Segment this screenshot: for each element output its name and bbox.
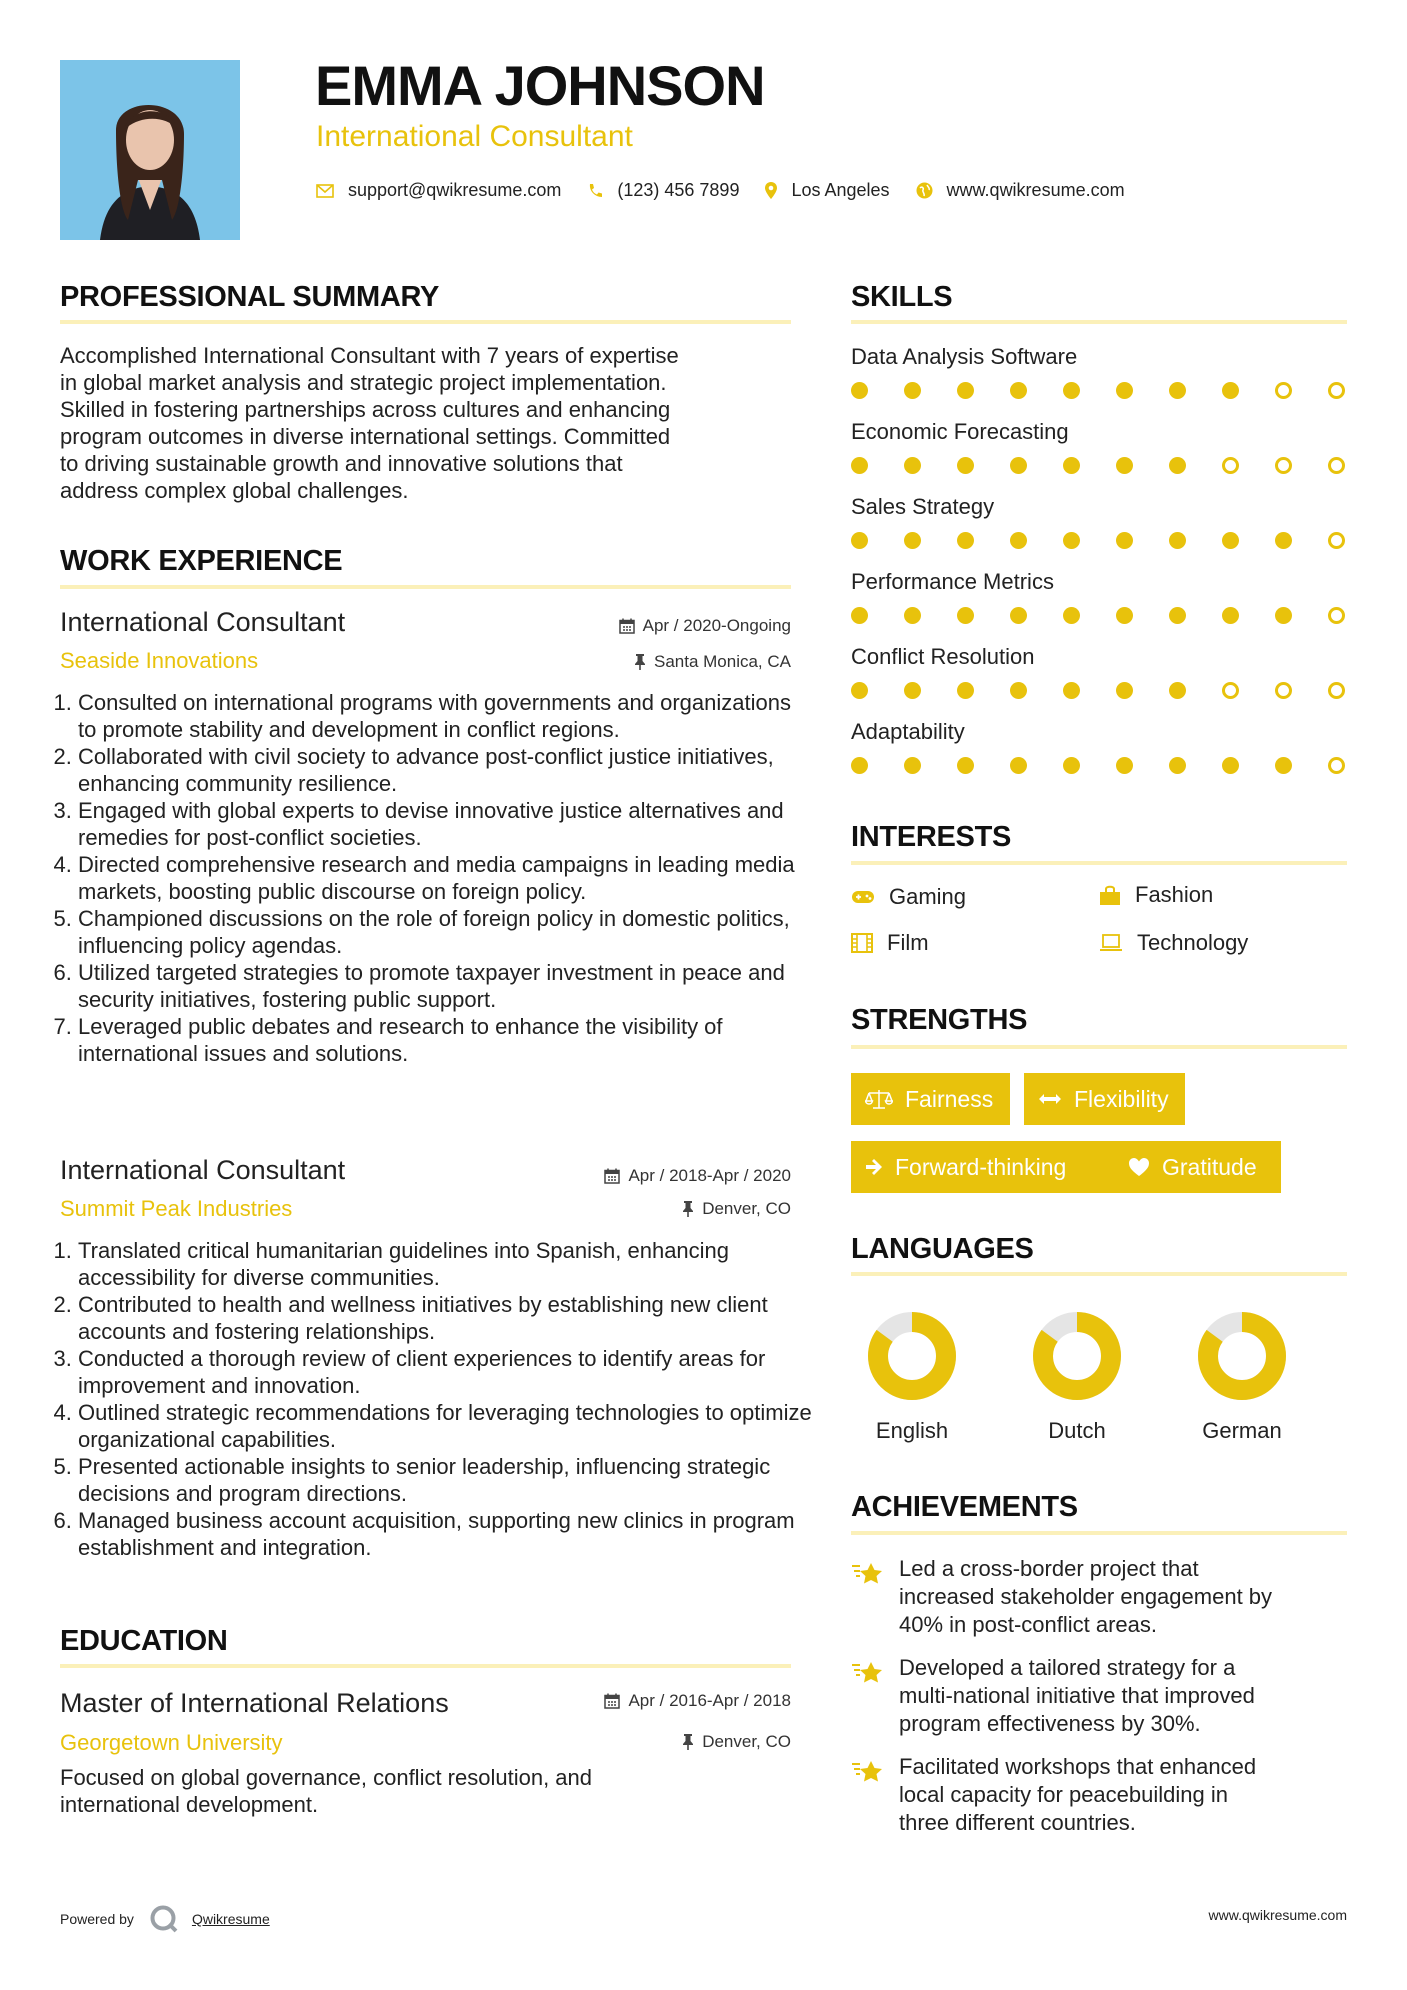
skill-rating — [851, 457, 1345, 474]
skill-dot-empty — [1328, 682, 1345, 699]
contact-website[interactable] — [916, 180, 1125, 201]
achievement-text — [899, 1753, 1339, 1837]
skill-dot-filled — [904, 682, 921, 699]
language-name: Dutch — [1048, 1418, 1106, 1443]
skill-rating — [851, 607, 1345, 624]
interests-divider — [851, 861, 1347, 865]
website-text: www.qwikresume.com — [946, 180, 1125, 200]
pushpin-icon — [682, 1201, 694, 1217]
education-line: Focused on global governance, conflict resolution, and — [60, 1765, 593, 1790]
skill-dot-filled — [1275, 757, 1292, 774]
skill-rating — [851, 382, 1345, 399]
skill-dot-filled — [1010, 757, 1027, 774]
language-name: English — [875, 1418, 949, 1443]
strengths-divider — [851, 1045, 1347, 1049]
job-dates-text: Apr / 2020-Ongoing — [642, 616, 791, 635]
job-location-text: Santa Monica, CA — [653, 652, 791, 671]
school-name: Georgetown University — [60, 1730, 283, 1755]
skill-dot-filled — [1116, 757, 1133, 774]
skill-dot-filled — [904, 457, 921, 474]
education-dates-text: Apr / 2016-Apr / 2018 — [628, 1691, 791, 1710]
skill-dot-empty — [1328, 607, 1345, 624]
strength-label: Flexibility — [1074, 1085, 1169, 1112]
skill-dot-filled — [957, 607, 974, 624]
balance-scale-icon — [865, 1088, 893, 1110]
calendar-icon — [604, 1168, 620, 1184]
summary-line: Accomplished International Consultant with 7 years of expertise — [60, 343, 679, 368]
interest-label: Gaming — [889, 884, 967, 909]
powered-by-text: Powered by — [60, 1911, 134, 1927]
skill-dot-filled — [1063, 607, 1080, 624]
duty-item: 1. Translated critical humanitarian guidelines into Spanish, enhancing accessibility for diverse communities. — [78, 1237, 813, 1291]
skill-dot-filled — [1063, 757, 1080, 774]
skill-dot-filled — [851, 682, 868, 699]
skill-dot-filled — [1116, 457, 1133, 474]
summary-line: address complex global challenges. — [60, 478, 409, 503]
work-heading: WORK EXPERIENCE — [60, 545, 343, 577]
achievements-heading: ACHIEVEMENTS — [851, 1491, 1078, 1523]
skill-dot-empty — [1222, 457, 1239, 474]
film-icon — [851, 933, 873, 953]
skill-dot-filled — [1116, 532, 1133, 549]
job-duties — [60, 689, 813, 1067]
summary-line: to driving sustainable growth and innovative solutions that — [60, 451, 623, 476]
languages-divider — [851, 1272, 1347, 1276]
heart-icon — [1128, 1157, 1150, 1177]
skill-dot-filled — [1116, 607, 1133, 624]
duty-item: 7. Leveraged public debates and research to enhance the visibility of international issues and solutions. — [78, 1013, 813, 1067]
skill-rating — [851, 532, 1345, 549]
strength-tag — [851, 1073, 1010, 1125]
skill-rating — [851, 682, 1345, 699]
skill-dot-filled — [851, 532, 868, 549]
skill-dot-filled — [1010, 532, 1027, 549]
job-company: Summit Peak Industries — [60, 1196, 293, 1221]
skill-dot-filled — [1222, 607, 1239, 624]
skill-dot-filled — [1169, 382, 1186, 399]
skill-dot-empty — [1275, 382, 1292, 399]
strength-label: Forward-thinking — [895, 1153, 1067, 1180]
degree-title: Master of International Relations — [60, 1688, 449, 1718]
achievement-line: Led a cross-border project that — [899, 1556, 1199, 1581]
skill-dot-filled — [1169, 682, 1186, 699]
skill-dot-filled — [1116, 382, 1133, 399]
strength-tag — [1114, 1141, 1281, 1193]
interest-item — [851, 932, 929, 954]
skill-dot-filled — [904, 382, 921, 399]
achievement-line: Developed a tailored strategy for a — [899, 1655, 1236, 1680]
skill-dot-filled — [1169, 457, 1186, 474]
interests-heading: INTERESTS — [851, 821, 1012, 853]
achievement-line: program effectiveness by 30%. — [899, 1711, 1201, 1736]
achievement-line: three different countries. — [899, 1810, 1136, 1835]
skill-dot-filled — [957, 757, 974, 774]
duty-item: 6. Utilized targeted strategies to promote taxpayer investment in peace and security initiatives, fostering public support. — [78, 959, 813, 1013]
job-company: Seaside Innovations — [60, 648, 259, 673]
language-donut — [1194, 1308, 1290, 1404]
calendar-icon — [619, 618, 635, 634]
skill-name: Sales Strategy — [851, 494, 995, 519]
skill-dot-filled — [1169, 607, 1186, 624]
duty-item: 3. Conducted a thorough review of client experiences to identify areas for improvement and innovation. — [78, 1345, 813, 1399]
skill-dot-filled — [1010, 382, 1027, 399]
interest-label: Film — [887, 930, 929, 955]
job-duties — [60, 1237, 813, 1561]
summary-line: in global market analysis and strategic project implementation. — [60, 370, 667, 395]
education-divider — [60, 1664, 791, 1668]
calendar-icon — [604, 1693, 620, 1709]
skill-dot-filled — [904, 607, 921, 624]
skill-dot-empty — [1328, 532, 1345, 549]
strengths-heading: STRENGTHS — [851, 1004, 1028, 1036]
interest-label: Fashion — [1135, 882, 1214, 907]
interest-item — [1099, 932, 1248, 954]
duty-item: 2. Collaborated with civil society to advance post-conflict justice initiatives, enhancing community resilience. — [78, 743, 813, 797]
footer-website[interactable]: www.qwikresume.com — [1208, 1907, 1347, 1923]
skill-dot-filled — [1010, 607, 1027, 624]
job-dates-text: Apr / 2018-Apr / 2020 — [628, 1166, 791, 1185]
skill-dot-filled — [1063, 532, 1080, 549]
skill-dot-filled — [1169, 532, 1186, 549]
skill-name: Economic Forecasting — [851, 419, 1069, 444]
skill-dot-filled — [1222, 532, 1239, 549]
contact-row — [316, 180, 1151, 201]
education-location — [682, 1733, 791, 1750]
interest-item — [851, 886, 966, 908]
skill-dot-filled — [1063, 457, 1080, 474]
achievement-item — [851, 1753, 1339, 1837]
skill-dot-filled — [1063, 382, 1080, 399]
laptop-icon — [1099, 934, 1123, 952]
achievement-item — [851, 1654, 1339, 1738]
skill-dot-filled — [1222, 382, 1239, 399]
skill-dot-filled — [1275, 532, 1292, 549]
qwikresume-logo-icon — [148, 1903, 180, 1935]
duty-item: 3. Engaged with global experts to devise innovative justice alternatives and remedies for post-conflict societies. — [78, 797, 813, 851]
job-title: International Consultant — [60, 607, 346, 637]
skill-dot-filled — [957, 457, 974, 474]
summary-line: Skilled in fostering partnerships across cultures and enhancing — [60, 397, 671, 422]
job-dates — [619, 617, 791, 634]
skill-dot-filled — [904, 757, 921, 774]
skill-dot-filled — [1222, 757, 1239, 774]
arrow-right-icon — [865, 1158, 883, 1176]
languages-heading: LANGUAGES — [851, 1233, 1034, 1265]
footer-powered-by — [60, 1903, 270, 1935]
duty-item: 6. Managed business account acquisition, supporting new clinics in program establishment and integration. — [78, 1507, 813, 1561]
achievement-line: Facilitated workshops that enhanced — [899, 1754, 1257, 1779]
duty-item: 2. Contributed to health and wellness initiatives by establishing new client accounts and fostering relationships. — [78, 1291, 813, 1345]
duty-item: 1. Consulted on international programs with governments and organizations to promote stability and development in conflict regions. — [78, 689, 813, 743]
achievement-item — [851, 1555, 1339, 1639]
achievement-text — [899, 1555, 1339, 1639]
education-line: international development. — [60, 1792, 319, 1817]
contact-location — [765, 180, 889, 201]
duty-item: 4. Outlined strategic recommendations for leveraging technologies to optimize organizational capabilities. — [78, 1399, 813, 1453]
skill-dot-filled — [1116, 682, 1133, 699]
skill-name: Performance Metrics — [851, 569, 1054, 594]
phone-icon — [587, 183, 603, 199]
achievement-line: increased stakeholder engagement by — [899, 1584, 1273, 1609]
language-donut — [1029, 1308, 1125, 1404]
job-dates — [604, 1167, 791, 1184]
interest-label: Technology — [1137, 930, 1249, 955]
skill-dot-filled — [851, 607, 868, 624]
job-location-text: Denver, CO — [702, 1199, 791, 1218]
profile-photo — [60, 60, 240, 240]
skill-dot-empty — [1328, 757, 1345, 774]
skill-dot-filled — [1063, 682, 1080, 699]
candidate-title: International Consultant — [316, 120, 633, 153]
skill-dot-filled — [851, 457, 868, 474]
job-location — [682, 1200, 791, 1217]
duty-item: 4. Directed comprehensive research and media campaigns in leading media markets, boosting public discourse on foreign policy. — [78, 851, 813, 905]
strength-label: Gratitude — [1162, 1153, 1257, 1180]
skill-dot-filled — [957, 532, 974, 549]
interest-item — [1099, 884, 1213, 906]
summary-line: program outcomes in diverse international settings. Committed — [60, 424, 671, 449]
strength-tag — [851, 1141, 1114, 1193]
summary-heading: PROFESSIONAL SUMMARY — [60, 281, 440, 313]
skill-dot-filled — [1010, 457, 1027, 474]
skill-name: Adaptability — [851, 719, 965, 744]
education-dates — [604, 1692, 791, 1709]
pushpin-icon — [682, 1734, 694, 1750]
work-divider — [60, 585, 791, 589]
skill-dot-filled — [1275, 607, 1292, 624]
skills-divider — [851, 320, 1347, 324]
language-donut — [864, 1308, 960, 1404]
skill-dot-empty — [1328, 382, 1345, 399]
language-name: German — [1202, 1418, 1282, 1443]
job-location — [634, 653, 791, 670]
star-icon — [851, 1759, 883, 1787]
envelope-icon — [316, 184, 334, 198]
skill-dot-empty — [1275, 682, 1292, 699]
duty-item: 5. Championed discussions on the role of foreign policy in domestic politics, influencing policy agendas. — [78, 905, 813, 959]
skill-dot-filled — [851, 382, 868, 399]
skill-dot-filled — [1010, 682, 1027, 699]
skills-heading: SKILLS — [851, 281, 953, 313]
skill-dot-filled — [957, 682, 974, 699]
map-marker-icon — [765, 182, 777, 199]
contact-phone[interactable] — [587, 180, 739, 201]
strength-label: Fairness — [905, 1085, 994, 1112]
shopping-bag-icon — [1099, 884, 1121, 906]
achievement-line: 40% in post-conflict areas. — [899, 1612, 1158, 1637]
email-text: support@qwikresume.com — [348, 180, 562, 200]
job-title: International Consultant — [60, 1155, 346, 1185]
arrows-horizontal-icon — [1038, 1092, 1062, 1106]
achievements-divider — [851, 1531, 1347, 1535]
education-heading: EDUCATION — [60, 1625, 228, 1657]
contact-email[interactable] — [316, 180, 561, 201]
skill-dot-filled — [1169, 757, 1186, 774]
star-icon — [851, 1660, 883, 1688]
skill-dot-filled — [851, 757, 868, 774]
summary-text — [60, 342, 795, 504]
duty-item: 5. Presented actionable insights to senior leadership, influencing strategic decisions and program directions. — [78, 1453, 813, 1507]
education-description — [60, 1764, 795, 1818]
strength-tag — [1024, 1073, 1185, 1125]
skill-dot-filled — [957, 382, 974, 399]
education-location-text: Denver, CO — [702, 1732, 791, 1751]
star-icon — [851, 1561, 883, 1589]
achievement-line: multi-national initiative that improved — [899, 1683, 1255, 1708]
pushpin-icon — [634, 654, 646, 670]
brand-link[interactable]: Qwikresume — [191, 1911, 270, 1927]
skill-dot-empty — [1222, 682, 1239, 699]
gamepad-icon — [851, 889, 875, 905]
skill-dot-filled — [904, 532, 921, 549]
achievement-line: local capacity for peacebuilding in — [899, 1782, 1228, 1807]
skill-dot-empty — [1275, 457, 1292, 474]
skill-dot-empty — [1328, 457, 1345, 474]
skill-name: Conflict Resolution — [851, 644, 1035, 669]
skill-rating — [851, 757, 1345, 774]
skill-name: Data Analysis Software — [851, 344, 1078, 369]
phone-text: (123) 456 7899 — [617, 180, 740, 200]
globe-icon — [916, 182, 933, 199]
summary-divider — [60, 320, 791, 324]
candidate-name: EMMA JOHNSON — [315, 54, 765, 117]
location-text: Los Angeles — [791, 180, 890, 200]
achievement-text — [899, 1654, 1339, 1738]
